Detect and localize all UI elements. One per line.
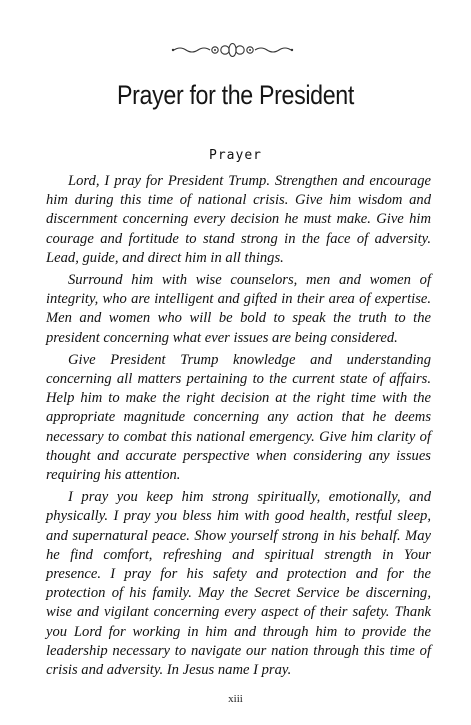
page-number: xiii — [228, 693, 243, 705]
prayer-paragraph: Give President Trump knowledge and understanding concerning all matters pertaining to the current state of affairs. Help him to make the right decision at the right time with the appropriate magnitude concerning any action that he deems necessary to combat this national emergency. Give him clarity of thought and accurate perspective when considering any issues requiring his attention. — [46, 351, 431, 484]
prayer-paragraph: Lord, I pray for President Trump. Strengthen and encourage him during this time of national crisis. Give him wisdom and discernment concerning every decision he must make. Give him courage and fortitude to stand strong in the face of adversity. Lead, guide, and direct him in all things. — [46, 173, 431, 266]
section-heading: Prayer — [209, 148, 262, 163]
prayer-paragraph: Surround him with wise counselors, men and women of integrity, who are intelligent and gifted in their area of expertise. Men and women who will be bold to speak the truth to the president concerning what ever issues are being considered. — [46, 272, 431, 346]
prayer-paragraph: I pray you keep him strong spiritually, emotionally, and physically. I pray you bless him with good health, restful sleep, and supernatural peace. Show yourself strong in his behalf. May he find comfort, refreshing and spiritual strength in Your presence. I pray for his safety and protection and for the protection of his family. May the Secret Service be discerning, wise and vigilant concerning every aspect of their safety. Thank you Lord for working in him and through him to provide the leadership necessary to navigate our nation through this time of crisis and adversity. In Jesus name I pray. — [46, 489, 431, 679]
decorative-flourish-icon — [170, 40, 295, 60]
page-title: Prayer for the President — [117, 80, 354, 110]
prayer-body — [46, 172, 431, 683]
